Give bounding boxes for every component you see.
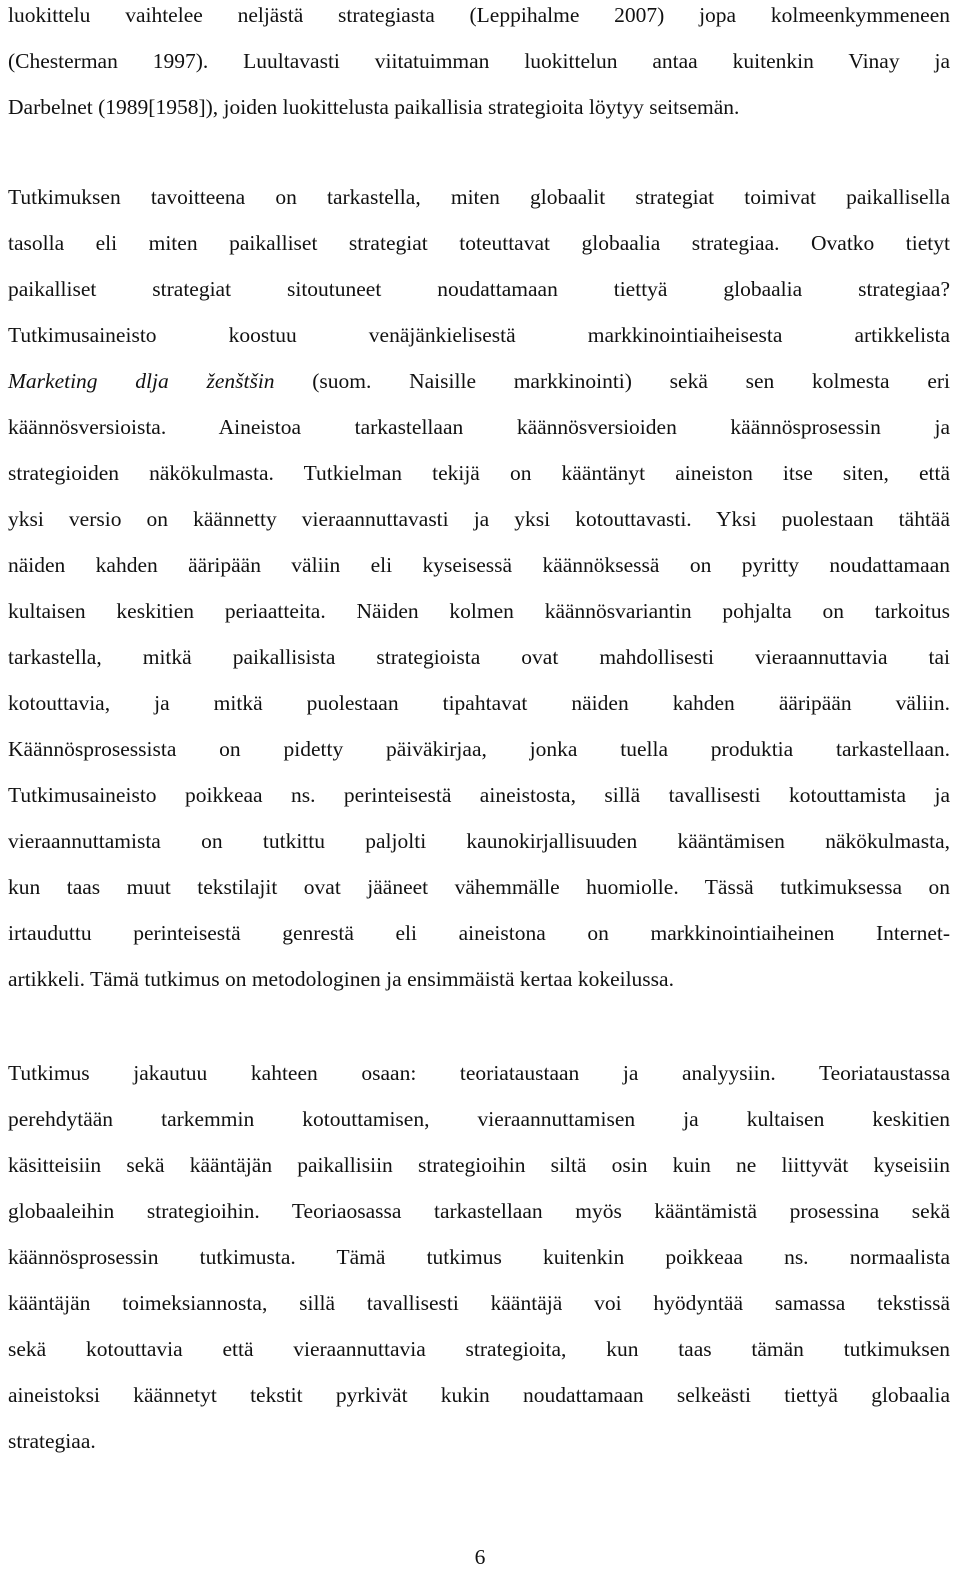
text-line-with-title — [8, 358, 950, 404]
text-line: vieraannuttamista on tutkittu paljolti kaunokirjallisuuden kääntämisen näkökulmasta, — [8, 829, 950, 853]
text-line-rest: (suom. Naisille markkinointi) sekä sen kolmesta eri — [274, 369, 950, 393]
text-line: Tutkimusaineisto poikkeaa ns. perinteisestä aineistosta, sillä tavallisesti kotouttamista ja — [8, 783, 950, 807]
text-line: yksi versio on käännetty vieraannuttavasti ja yksi kotouttavasti. Yksi puolestaan tähtää — [8, 507, 950, 531]
text-line: aineistoksi käännetyt tekstit pyrkivät kukin noudattamaan selkeästi tiettyä globaalia — [8, 1383, 950, 1407]
text-line: tasolla eli miten paikalliset strategiat toteuttavat globaalia strategiaa. Ovatko tietyt — [8, 231, 950, 255]
text-line: irtauduttu perinteisestä genrestä eli aineistona on markkinointiaiheinen Internet- — [8, 921, 950, 945]
text-line: kääntäjän toimeksiannosta, sillä tavallisesti kääntäjä voi hyödyntää samassa tekstissä — [8, 1291, 950, 1315]
text-line: sekä kotouttavia että vieraannuttavia strategioita, kun taas tämän tutkimuksen — [8, 1337, 950, 1361]
text-line: kultaisen keskitien periaatteita. Näiden kolmen käännösvariantin pohjalta on tarkoitus — [8, 599, 950, 623]
text-line: Käännösprosessista on pidetty päiväkirjaa, jonka tuella produktia tarkastellaan. — [8, 737, 950, 761]
text-line: globaaleihin strategioihin. Teoriaosassa tarkastellaan myös kääntämistä prosessina sekä — [8, 1199, 950, 1223]
paragraph-research-aim — [8, 174, 950, 1002]
text-line: strategioiden näkökulmasta. Tutkielman tekijä on kääntänyt aineiston itse siten, että — [8, 461, 950, 485]
text-line: näiden kahden ääripään väliin eli kyseisessä käännöksessä on pyritty noudattamaan — [8, 553, 950, 577]
text-line: Tutkimuksen tavoitteena on tarkastella, miten globaalit strategiat toimivat paikallisella — [8, 185, 950, 209]
paragraph-structure — [8, 1050, 950, 1464]
text-line: (Chesterman 1997). Luultavasti viitatuimman luokittelun antaa kuitenkin Vinay ja — [8, 49, 950, 73]
text-line: artikkeli. Tämä tutkimus on metodologinen ja ensimmäistä kertaa kokeilussa. — [8, 967, 674, 991]
text-line: kun taas muut tekstilajit ovat jääneet vähemmälle huomiolle. Tässä tutkimuksessa on — [8, 875, 950, 899]
article-title: Marketing dlja ženštšin — [8, 369, 275, 393]
page-number: 6 — [474, 1545, 486, 1569]
text-line: luokittelu vaihtelee neljästä strategiasta (Leppihalme 2007) jopa kolmeenkymmeneen — [8, 3, 950, 27]
text-line: Tutkimus jakautuu kahteen osaan: teoriataustaan ja analyysiin. Teoriataustassa — [8, 1061, 950, 1085]
text-line: paikalliset strategiat sitoutuneet noudattamaan tiettyä globaalia strategiaa? — [8, 277, 950, 301]
text-line: perehdytään tarkemmin kotouttamisen, vieraannuttamisen ja kultaisen keskitien — [8, 1107, 950, 1131]
text-line: käsitteisiin sekä kääntäjän paikallisiin strategioihin siltä osin kuin ne liittyvät kyseisiin — [8, 1153, 950, 1177]
text-line: käännösversioista. Aineistoa tarkastellaan käännösversioiden käännösprosessin ja — [8, 415, 950, 439]
text-line: Tutkimusaineisto koostuu venäjänkielisestä markkinointiaiheisesta artikkelista — [8, 323, 950, 347]
text-line: käännösprosessin tutkimusta. Tämä tutkimus kuitenkin poikkeaa ns. normaalista — [8, 1245, 950, 1269]
text-line: strategiaa. — [8, 1429, 96, 1453]
text-line: kotouttavia, ja mitkä puolestaan tipahtavat näiden kahden ääripään väliin. — [8, 691, 950, 715]
text-line: Darbelnet (1989[1958]), joiden luokittelusta paikallisia strategioita löytyy seitsemän. — [8, 95, 740, 119]
text-line: tarkastella, mitkä paikallisista strategioista ovat mahdollisesti vieraannuttavia tai — [8, 645, 950, 669]
paragraph-intro-continuation — [8, 0, 950, 130]
